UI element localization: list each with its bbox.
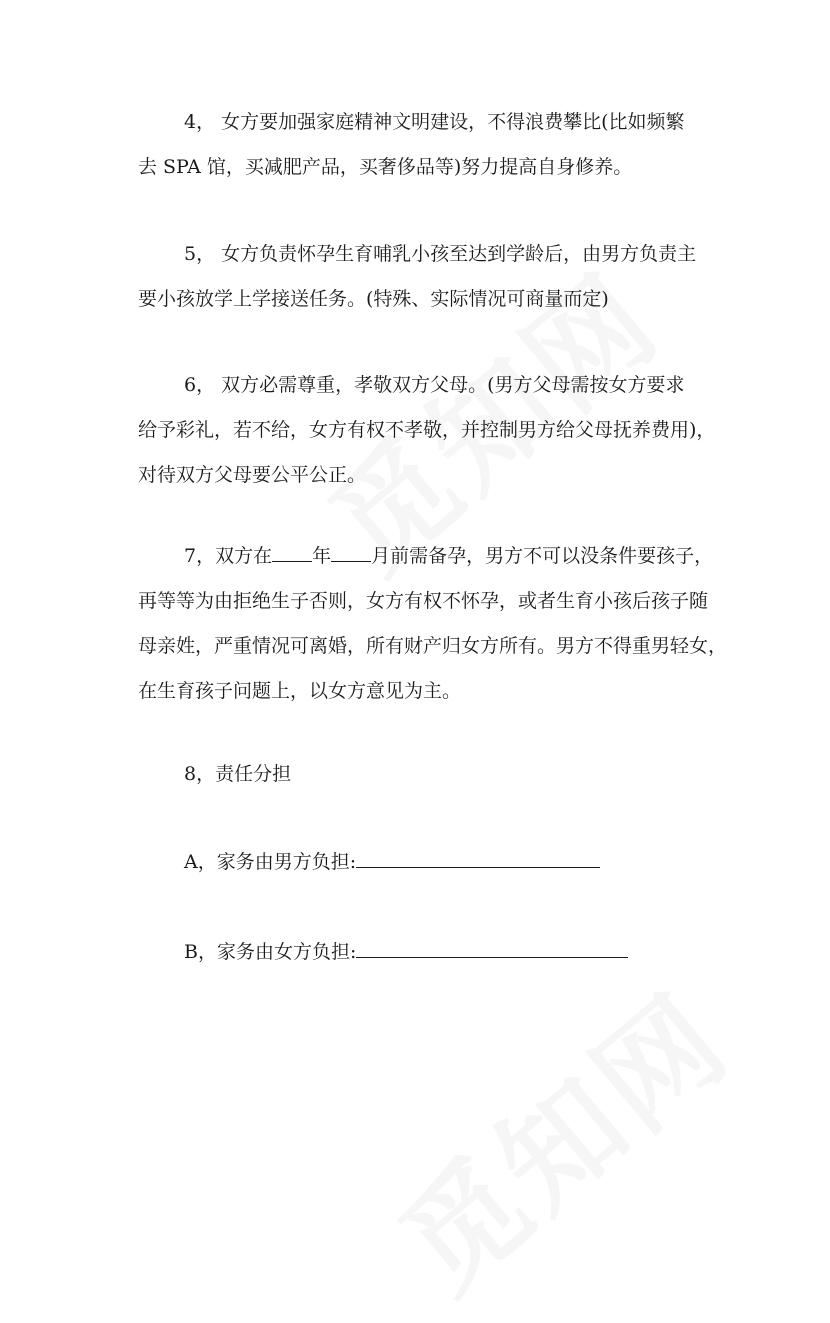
clause-6 <box>138 363 738 498</box>
item-b-label: B，家务由女方负担: <box>184 941 357 963</box>
clause-8 <box>138 752 738 797</box>
clause-7-month-rest: 月前需备孕，男方不可以没条件要孩子， <box>371 545 714 567</box>
item-a-line <box>138 840 738 885</box>
clause-7-line-2: 再等等为由拒绝生子否则，女方有权不怀孕，或者生育小孩后孩子随 <box>138 590 709 612</box>
year-blank[interactable] <box>272 541 312 562</box>
clause-7-line-1 <box>138 534 738 579</box>
month-blank[interactable] <box>331 541 371 562</box>
item-a-fill-blank[interactable] <box>356 849 600 868</box>
clause-4 <box>138 100 738 190</box>
clause-6-line-2: 给予彩礼，若不给，女方有权不孝敬，并控制男方给父母抚养费用)， <box>138 419 716 441</box>
clause-7-line-4: 在生育孩子问题上，以女方意见为主。 <box>138 680 462 702</box>
item-b-line <box>138 930 738 975</box>
clause-6-line-3: 对待双方父母要公平公正。 <box>138 464 367 486</box>
item-b-fill-blank[interactable] <box>356 939 628 958</box>
clause-8-title: 8，责任分担 <box>184 763 292 785</box>
clause-4-line-2: 去 SPA 馆，买减肥产品，买奢侈品等)努力提高自身修养。 <box>138 156 633 178</box>
item-b <box>138 930 738 975</box>
clause-7 <box>138 534 738 714</box>
clause-5 <box>138 232 738 322</box>
clause-6-line-1: 6， 双方必需尊重，孝敬双方父母。(男方父母需按女方要求 <box>184 374 685 396</box>
item-a-label: A，家务由男方负担: <box>184 851 357 873</box>
item-a <box>138 840 738 885</box>
clause-5-line-1: 5， 女方负责怀孕生育哺乳小孩至达到学龄后，由男方负责主 <box>184 243 697 265</box>
clause-7-line-3: 母亲姓，严重情况可离婚，所有财产归女方所有。男方不得重男轻女， <box>138 635 728 657</box>
clause-5-line-2: 要小孩放学上学接送任务。(特殊、实际情况可商量而定) <box>138 288 609 310</box>
clause-7-prefix: 7，双方在 <box>184 545 273 567</box>
clause-4-line-1: 4， 女方要加强家庭精神文明建设，不得浪费攀比(比如频繁 <box>184 111 685 133</box>
watermark-bottom <box>359 949 759 1323</box>
clause-7-year: 年 <box>312 545 332 567</box>
